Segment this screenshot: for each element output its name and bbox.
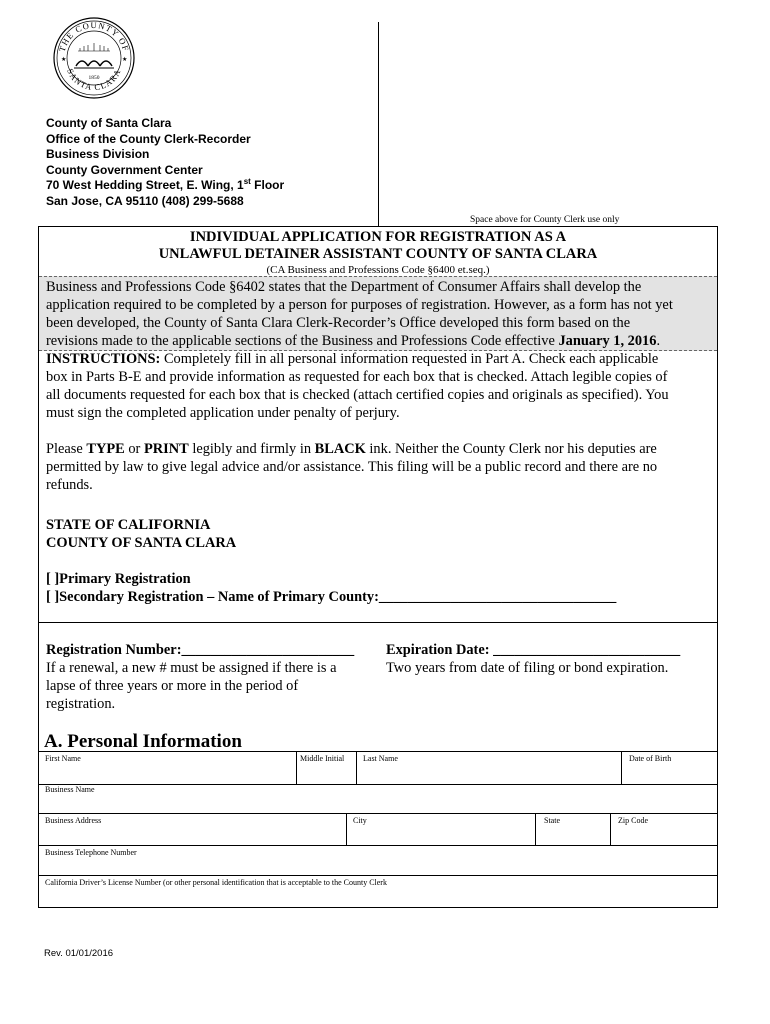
county-heading: COUNTY OF SANTA CLARA	[46, 535, 237, 551]
svg-text:★: ★	[61, 57, 67, 63]
intro-line: been developed, the County of Santa Clara Clerk-Recorder’s Office developed this form based on the	[46, 315, 631, 331]
business-phone-field[interactable]: Business Telephone Number	[45, 848, 137, 857]
expiration-date-field[interactable]: Expiration Date: __________________________	[386, 642, 681, 658]
middle-initial-field[interactable]: Middle Initial	[300, 754, 345, 763]
header-divider	[378, 22, 379, 227]
date-of-birth-field[interactable]: Date of Birth	[629, 754, 672, 763]
personal-information-heading: A. Personal Information	[44, 731, 242, 752]
instructions-paragraph: INSTRUCTIONS: Completely fill in all personal information requested in Part A. Check each applicable box in Parts B-E and provide information as requested for each box that is checked. Attach legible copies of all documents requested for each box that is checked (attach certified copies and originals as specified). You must sign the completed application under penalty of perjury.	[46, 350, 712, 422]
instructions-line: all documents requested for each box that is checked (attach certified copies and originals as specified). You	[46, 387, 669, 403]
renewal-note-line: registration.	[46, 696, 116, 712]
svg-text:THE COUNTY OF: THE COUNTY OF	[56, 19, 132, 53]
form-title-line2: UNLAWFUL DETAINER ASSISTANT COUNTY OF SANTA CLARA	[158, 246, 598, 262]
drivers-license-field[interactable]: California Driver’s License Number (or other personal identification that is acceptable to the County Clerk	[45, 878, 387, 887]
address-line: Business Division	[46, 147, 150, 162]
revision-date: Rev. 01/01/2016	[44, 948, 114, 959]
city-field[interactable]: City	[353, 816, 367, 825]
code-reference: (CA Business and Professions Code §6400 et.seq.)	[266, 264, 490, 276]
renewal-note-line: If a renewal, a new # must be assigned if there is a	[46, 660, 337, 676]
clerk-use-note: Space above for County Clerk use only	[470, 215, 620, 225]
state-heading: STATE OF CALIFORNIA	[46, 517, 211, 533]
instructions-line: must sign the completed application under penalty of perjury.	[46, 405, 400, 421]
zip-code-field[interactable]: Zip Code	[618, 816, 648, 825]
svg-text:SANTA CLARA: SANTA CLARA	[65, 66, 123, 93]
business-name-field[interactable]: Business Name	[45, 785, 95, 794]
ink-instructions: Please TYPE or PRINT legibly and firmly in BLACK ink. Neither the County Clerk nor his deputies are permitted by law to give legal advice and/or assistance. This filing will be a public record and there are no refunds.	[46, 441, 658, 493]
intro-line: revisions made to the applicable sections of the Business and Professions Code effective January 1, 2016.	[46, 333, 661, 349]
section-divider	[39, 622, 717, 623]
name-row	[38, 751, 718, 785]
first-name-field[interactable]: First Name	[45, 754, 81, 763]
city-phone-line: San Jose, CA 95110 (408) 299-5688	[46, 193, 244, 208]
intro-paragraph	[46, 278, 712, 350]
address-line: County of Santa Clara	[46, 116, 172, 130]
expiration-note: Two years from date of filing or bond expiration.	[386, 660, 669, 676]
intro-line: Business and Professions Code §6402 states that the Department of Consumer Affairs shall develop the	[46, 279, 642, 295]
secondary-registration-checkbox[interactable]: [ ]Secondary Registration – Name of Primary County:_________________________________	[46, 589, 617, 605]
intro-line: application required to be completed by a person for purposes of registration. However, as a form has not yet	[46, 297, 673, 313]
business-address-field[interactable]: Business Address	[45, 816, 102, 825]
address-line: County Government Center	[46, 162, 203, 177]
state-field[interactable]: State	[544, 816, 560, 825]
street-line: 70 West Hedding Street, E. Wing, 1st Floor	[46, 177, 285, 193]
svg-text:1850: 1850	[88, 75, 100, 81]
instructions-line: box in Parts B-E and provide information as requested for each box that is checked. Attach legible copies of	[46, 369, 668, 385]
primary-registration-checkbox[interactable]: [ ]Primary Registration	[46, 571, 191, 587]
address-row	[38, 813, 718, 846]
business-name-row	[38, 784, 718, 814]
last-name-field[interactable]: Last Name	[363, 754, 398, 763]
renewal-note-line: lapse of three years or more in the period of	[46, 678, 299, 694]
instructions-label: INSTRUCTIONS:	[46, 351, 161, 367]
county-seal-logo	[52, 16, 136, 100]
svg-text:★: ★	[122, 57, 128, 63]
form-title-line1: INDIVIDUAL APPLICATION FOR REGISTRATION AS A	[189, 229, 567, 245]
registration-number-field[interactable]: Registration Number:________________________	[46, 642, 355, 658]
address-line: Office of the County Clerk-Recorder	[46, 131, 251, 146]
license-row	[38, 875, 718, 908]
phone-row	[38, 845, 718, 876]
office-address	[46, 116, 284, 210]
